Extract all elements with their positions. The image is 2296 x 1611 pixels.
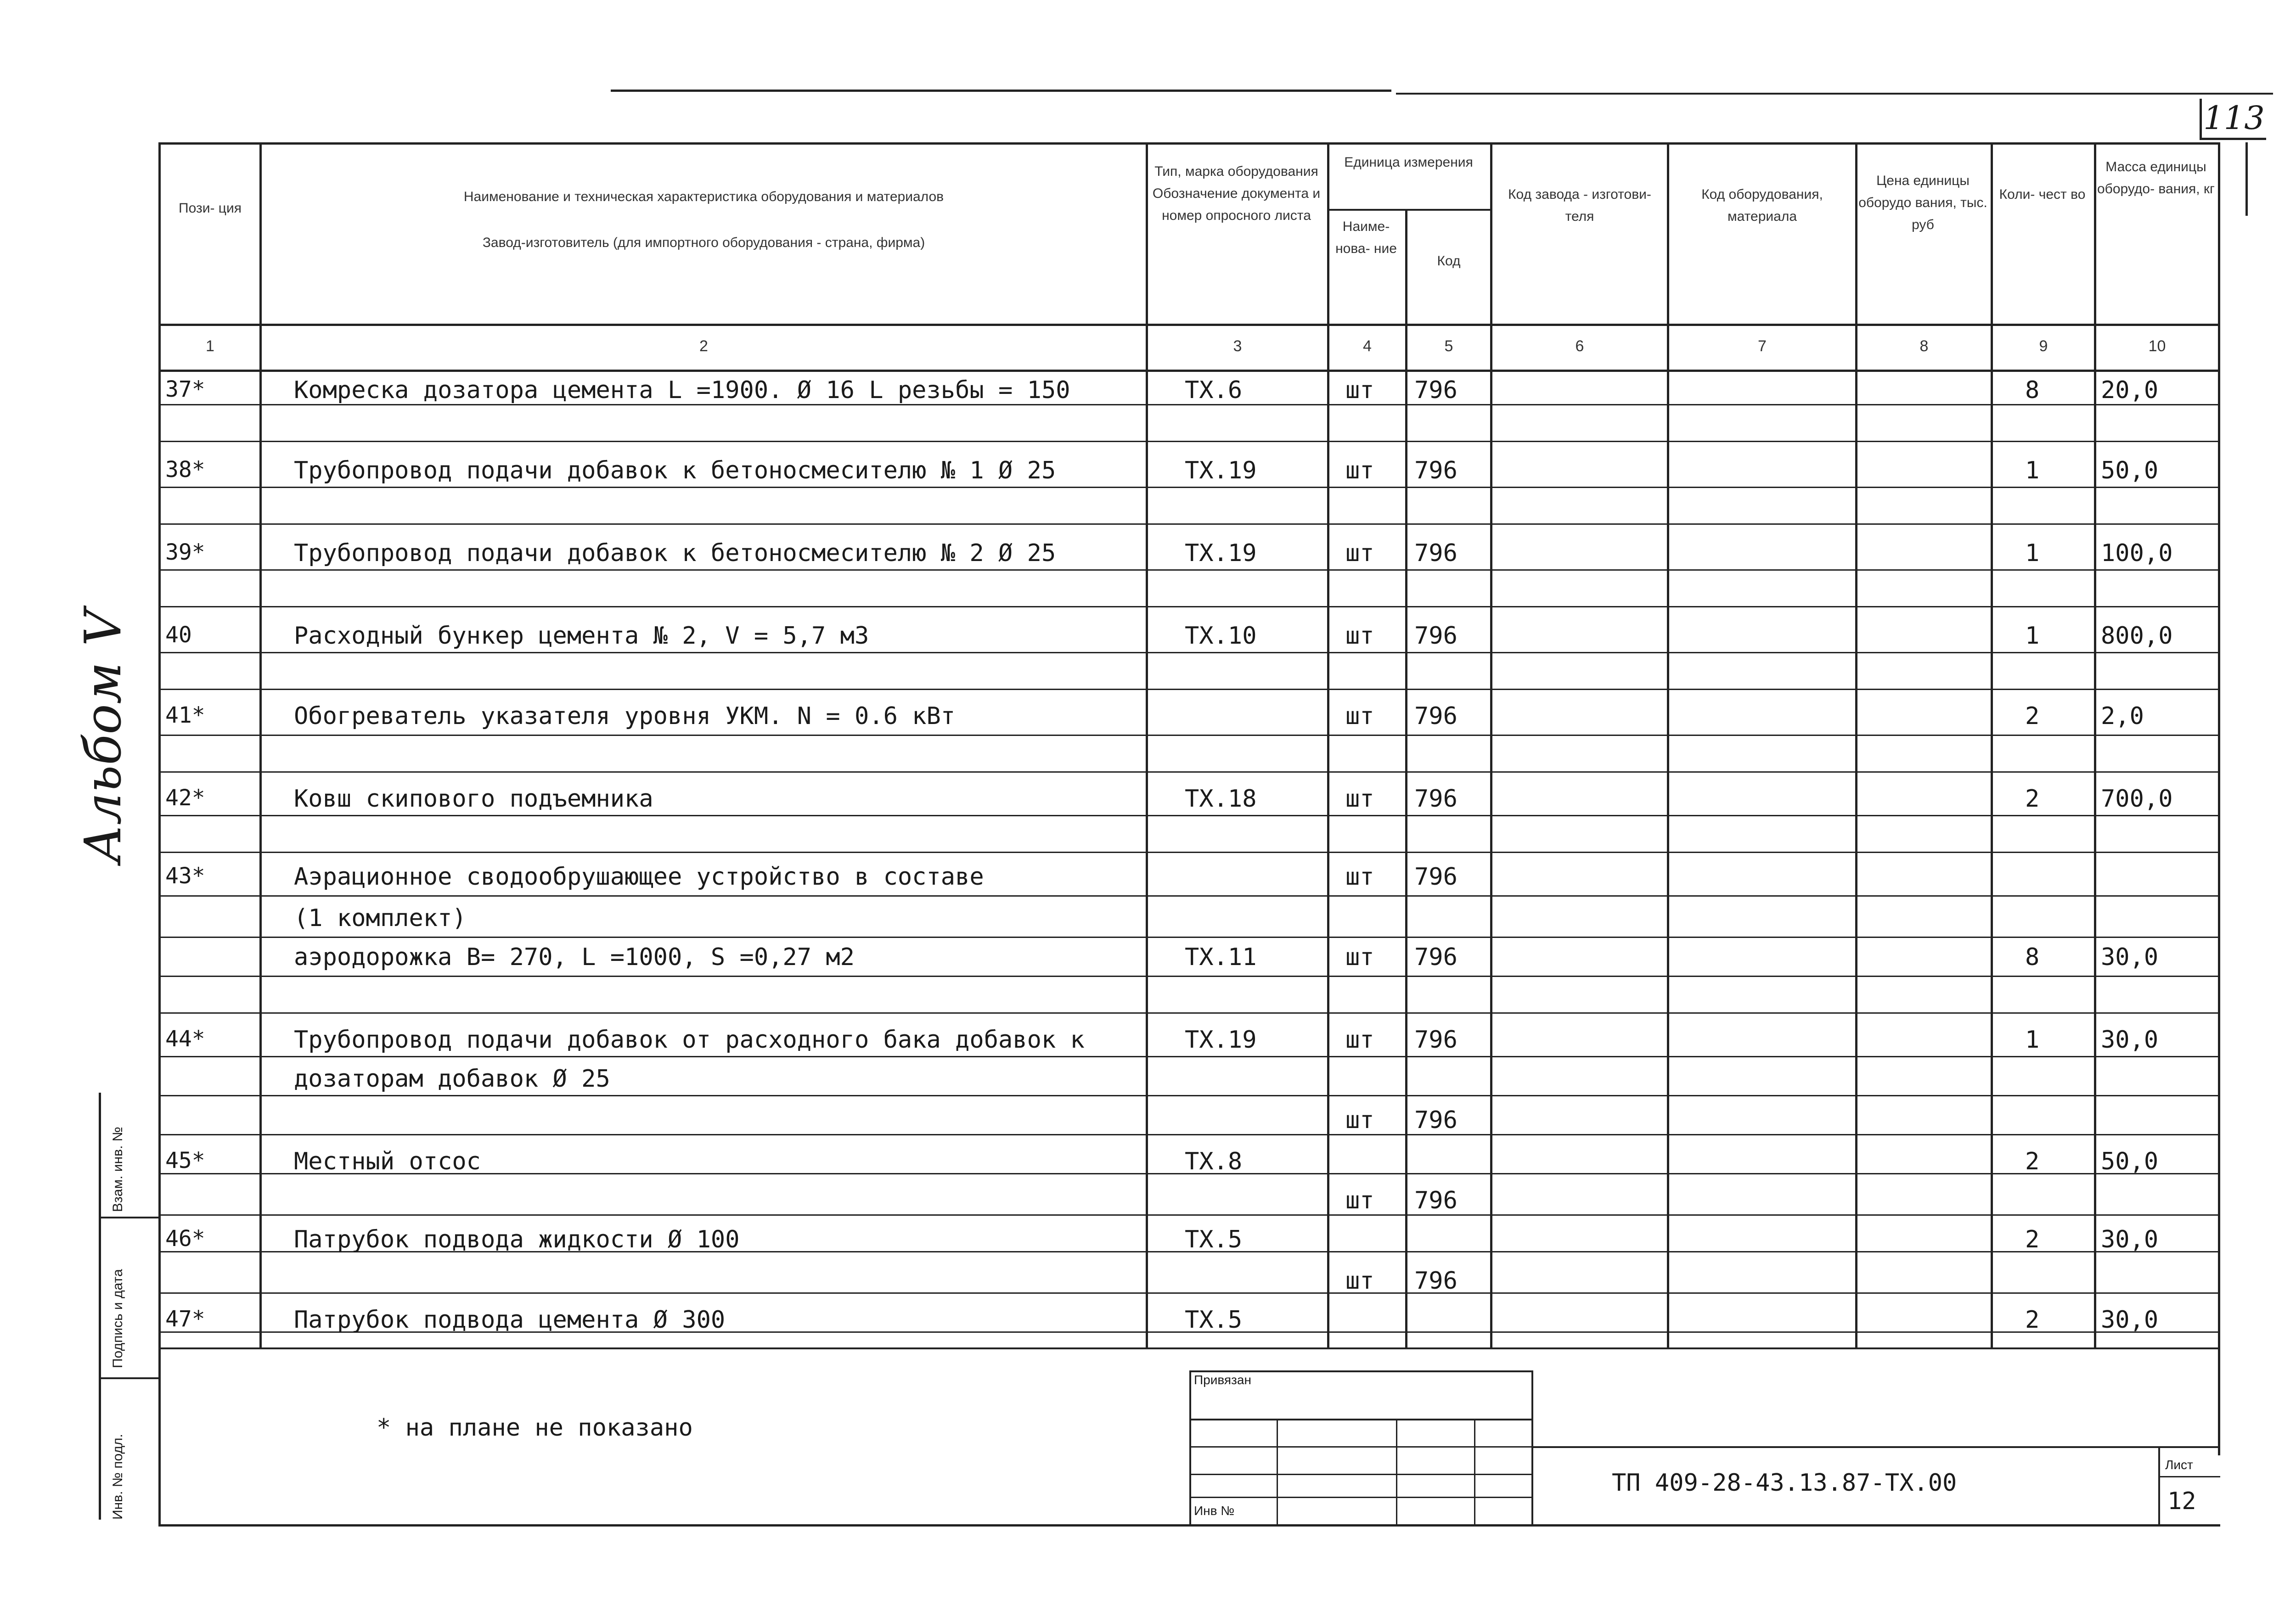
row-unit: шт xyxy=(1345,622,1374,650)
header-name-line1: Наименование и техническая характеристика оборудования и материалов xyxy=(463,189,944,204)
row-mass: 30,0 xyxy=(2101,1226,2159,1253)
row-mass: 2,0 xyxy=(2101,702,2144,730)
stamp-bound-label: Привязан xyxy=(1194,1373,1251,1387)
stamp-sheet-label: Лист xyxy=(2165,1458,2193,1472)
column-number: 4 xyxy=(1363,337,1372,355)
row-doc: ТХ.18 xyxy=(1185,785,1257,813)
column-number: 1 xyxy=(206,337,214,355)
row-divider xyxy=(158,1012,2220,1014)
row-doc: ТХ.5 xyxy=(1185,1226,1243,1253)
row-divider xyxy=(158,852,2220,853)
row-code: 796 xyxy=(1414,376,1458,404)
row-position: 37* xyxy=(165,376,205,402)
row-divider xyxy=(158,895,2220,897)
row-unit: шт xyxy=(1345,702,1374,730)
row-qty: 2 xyxy=(2025,1148,2040,1175)
stamp-doc-code: ТП 409-28-43.13.87-ТХ.00 xyxy=(1612,1469,1957,1497)
row-qty: 1 xyxy=(2025,539,2040,567)
footnote: * на плане не показано xyxy=(377,1414,693,1442)
row-name: Аэрационное сводообрушающее устройство в составе xyxy=(294,863,984,891)
row-name: Трубопровод подачи добавок к бетоносмесителю № 1 Ø 25 xyxy=(294,457,1056,484)
row-qty: 2 xyxy=(2025,785,2040,813)
row-qty: 2 xyxy=(2025,1306,2040,1334)
header-unit-name: Наиме- нова- ние xyxy=(1335,219,1397,256)
row-code: 796 xyxy=(1414,622,1458,650)
row-name: Комреска дозатора цемента L =1900. Ø 16 L резьбы = 150 xyxy=(294,376,1070,404)
row-mass: 20,0 xyxy=(2101,376,2159,404)
row-divider xyxy=(158,976,2220,977)
row-code: 796 xyxy=(1414,1187,1458,1214)
row-mass: 30,0 xyxy=(2101,943,2159,971)
header-quantity: Коли- чест во xyxy=(1999,187,2086,202)
row-divider xyxy=(158,1214,2220,1216)
row-name: Патрубок подвода жидкости Ø 100 xyxy=(294,1226,740,1253)
row-name: Трубопровод подачи добавок от расходного бака добавок к xyxy=(294,1026,1085,1054)
row-doc: ТХ.5 xyxy=(1185,1306,1243,1334)
row-code: 796 xyxy=(1414,457,1458,484)
row-qty: 1 xyxy=(2025,622,2040,650)
row-position: 44* xyxy=(165,1026,205,1052)
row-code: 796 xyxy=(1414,1026,1458,1054)
row-divider xyxy=(158,606,2220,607)
side-stamp-border xyxy=(99,1093,101,1520)
row-name: Обогреватель указателя уровня УКМ. N = 0.6 кВт xyxy=(294,702,956,730)
row-divider xyxy=(158,523,2220,525)
row-name: Ковш скипового подъемника xyxy=(294,785,653,813)
row-qty: 1 xyxy=(2025,457,2040,484)
row-doc: ТХ.6 xyxy=(1185,376,1243,404)
row-divider xyxy=(158,487,2220,488)
stamp-inv-label: Инв № xyxy=(1194,1504,1235,1518)
header-equipment-code: Код оборудования, материала xyxy=(1701,187,1823,224)
column-number: 7 xyxy=(1758,337,1767,355)
top-rule-right xyxy=(1396,93,2273,95)
row-unit: шт xyxy=(1345,1026,1374,1054)
row-qty: 8 xyxy=(2025,943,2040,971)
row-name: Патрубок подвода цемента Ø 300 xyxy=(294,1306,726,1334)
row-code: 796 xyxy=(1414,539,1458,567)
row-mass: 100,0 xyxy=(2101,539,2173,567)
row-unit: шт xyxy=(1345,457,1374,484)
row-position: 41* xyxy=(165,702,205,728)
header-factory-code: Код завода - изготови- теля xyxy=(1508,187,1651,224)
row-doc: ТХ.19 xyxy=(1185,457,1257,484)
side-label-inv-orig: Инв. № подл. xyxy=(110,1434,125,1520)
row-code: 796 xyxy=(1414,785,1458,813)
row-divider xyxy=(158,441,2220,442)
row-divider xyxy=(158,937,2220,938)
row-name: дозаторам добавок Ø 25 xyxy=(294,1065,610,1093)
side-label-replace-inv: Взам. инв. № xyxy=(110,1127,125,1212)
row-position: 45* xyxy=(165,1148,205,1173)
row-name: Трубопровод подачи добавок к бетоносмесителю № 2 Ø 25 xyxy=(294,539,1056,567)
row-qty: 2 xyxy=(2025,702,2040,730)
row-divider xyxy=(158,1056,2220,1057)
row-divider xyxy=(158,652,2220,653)
row-position: 39* xyxy=(165,539,205,565)
album-label: Альбом V xyxy=(73,609,132,863)
row-mass: 30,0 xyxy=(2101,1306,2159,1334)
header-type-doc: Тип, марка оборудования Обозначение документа и номер опросного листа xyxy=(1152,164,1321,223)
column-number: 3 xyxy=(1233,337,1242,355)
header-unit-code: Код xyxy=(1437,253,1461,269)
row-code: 796 xyxy=(1414,1267,1458,1295)
row-divider xyxy=(158,1095,2220,1096)
row-position: 43* xyxy=(165,863,205,889)
row-mass: 50,0 xyxy=(2101,457,2159,484)
row-mass: 50,0 xyxy=(2101,1148,2159,1175)
column-number: 5 xyxy=(1444,337,1453,355)
row-position: 46* xyxy=(165,1226,205,1252)
row-code: 796 xyxy=(1414,943,1458,971)
row-position: 40 xyxy=(165,622,192,648)
row-qty: 8 xyxy=(2025,376,2040,404)
header-units-group: Единица измерения xyxy=(1344,155,1473,170)
row-code: 796 xyxy=(1414,1106,1458,1134)
sheet-corner-number: 113 xyxy=(2200,99,2266,140)
row-mass: 30,0 xyxy=(2101,1026,2159,1054)
row-divider xyxy=(158,569,2220,571)
column-number: 2 xyxy=(699,337,708,355)
header-mass: Масса единицы оборудо- вания, кг xyxy=(2097,159,2215,196)
row-doc: ТХ.19 xyxy=(1185,539,1257,567)
row-unit: шт xyxy=(1345,1106,1374,1134)
row-qty: 2 xyxy=(2025,1226,2040,1253)
row-divider xyxy=(158,771,2220,773)
side-stamp-div2 xyxy=(99,1377,158,1379)
row-name: Расходный бункер цемента № 2, V = 5,7 м3 xyxy=(294,622,869,650)
header-position: Пози- ция xyxy=(179,201,242,216)
header-price: Цена единицы оборудо вания, тыс. руб xyxy=(1858,173,1987,232)
row-doc: ТХ.11 xyxy=(1185,943,1257,971)
row-position: 38* xyxy=(165,457,205,483)
row-mass: 800,0 xyxy=(2101,622,2173,650)
row-divider xyxy=(158,689,2220,690)
row-doc: ТХ.19 xyxy=(1185,1026,1257,1054)
row-divider xyxy=(158,1134,2220,1135)
row-qty: 1 xyxy=(2025,1026,2040,1054)
row-doc: ТХ.8 xyxy=(1185,1148,1243,1175)
column-number: 10 xyxy=(2148,337,2166,355)
row-name: Местный отсос xyxy=(294,1148,481,1175)
row-unit: шт xyxy=(1345,539,1374,567)
row-position: 47* xyxy=(165,1306,205,1332)
stamp-sheet-value: 12 xyxy=(2167,1488,2196,1515)
row-divider xyxy=(158,404,2220,405)
row-unit: шт xyxy=(1345,863,1374,891)
column-number: 6 xyxy=(1575,337,1584,355)
column-number: 9 xyxy=(2039,337,2048,355)
row-code: 796 xyxy=(1414,702,1458,730)
side-stamp-div1 xyxy=(99,1217,158,1218)
row-unit: шт xyxy=(1345,376,1374,404)
row-unit: шт xyxy=(1345,1187,1374,1214)
row-unit: шт xyxy=(1345,1267,1374,1295)
row-doc: ТХ.10 xyxy=(1185,622,1257,650)
row-divider xyxy=(158,1292,2220,1294)
row-name: аэродорожка В= 270, L =1000, S =0,27 м2 xyxy=(294,943,855,971)
top-rule xyxy=(611,90,1391,92)
row-code: 796 xyxy=(1414,863,1458,891)
row-divider xyxy=(158,735,2220,736)
header-name-line2: Завод-изготовитель (для импортного оборудования - страна, фирма) xyxy=(482,235,925,250)
side-label-signature-date: Подпись и дата xyxy=(110,1269,125,1368)
row-unit: шт xyxy=(1345,785,1374,813)
row-unit: шт xyxy=(1345,943,1374,971)
column-number: 8 xyxy=(1919,337,1929,355)
row-name: (1 комплект) xyxy=(294,904,467,932)
row-position: 42* xyxy=(165,785,205,811)
row-divider xyxy=(158,815,2220,816)
row-mass: 700,0 xyxy=(2101,785,2173,813)
